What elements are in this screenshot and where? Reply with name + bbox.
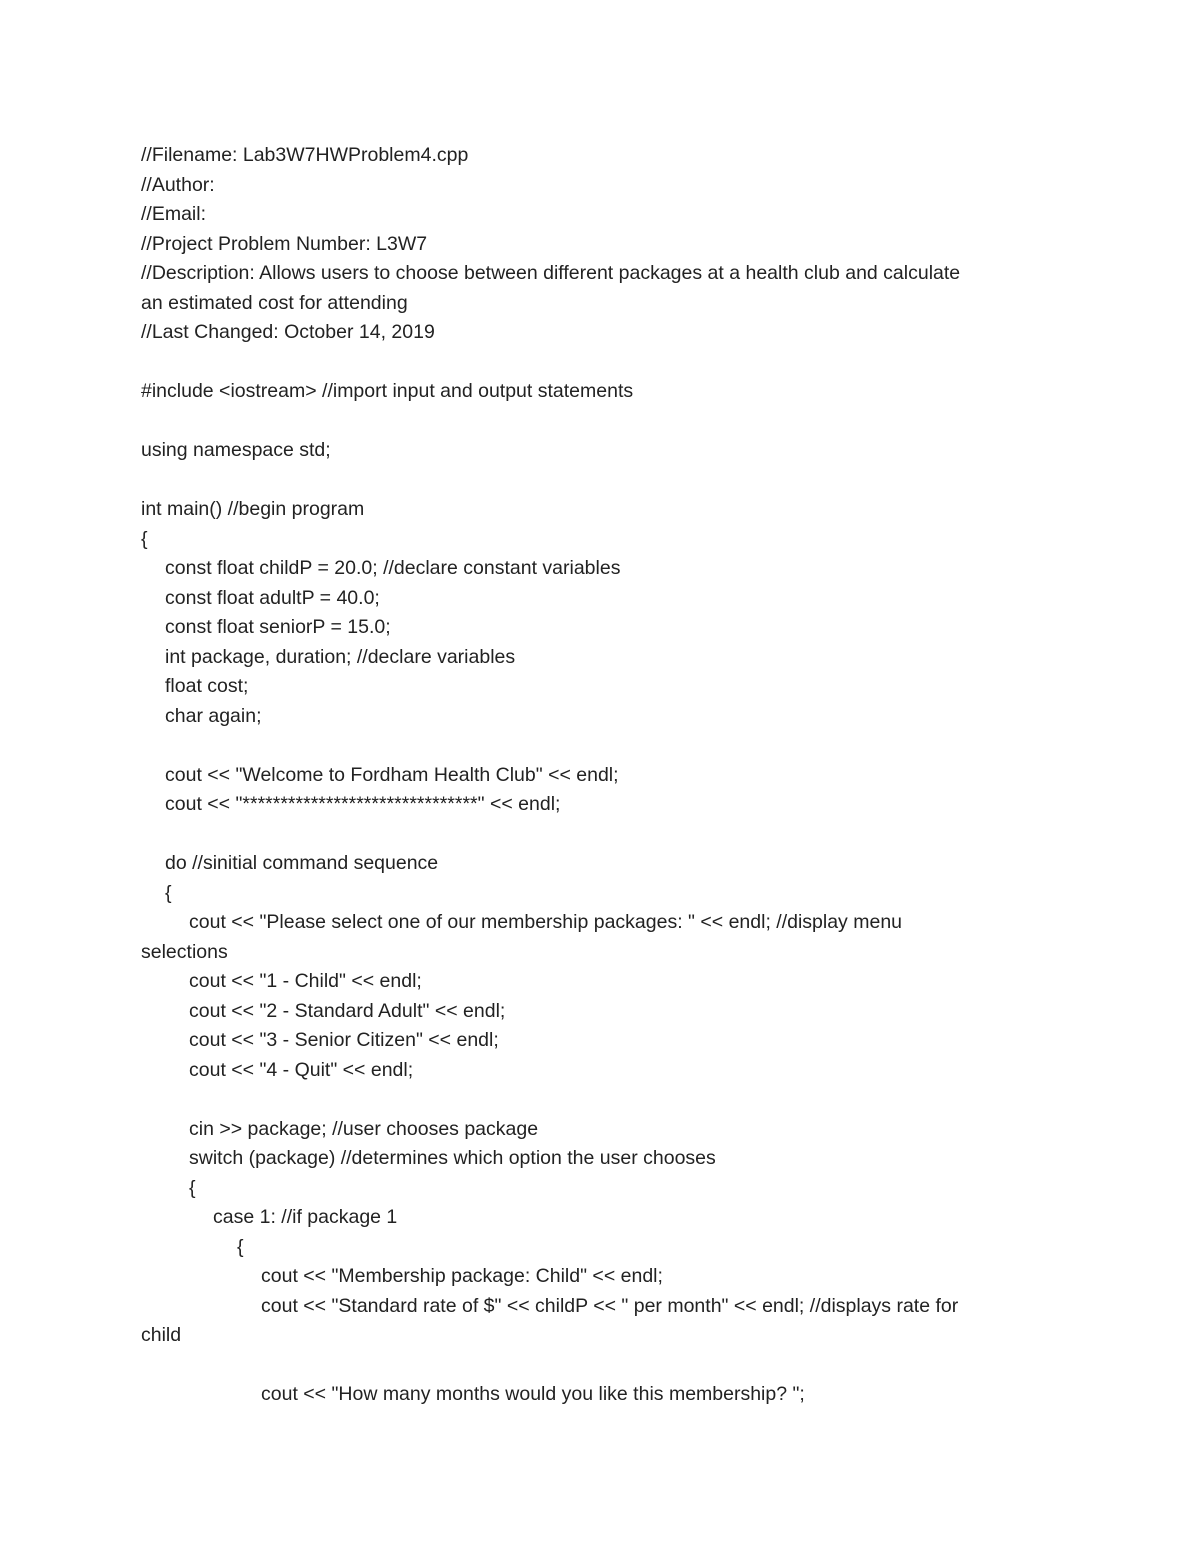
code-line-do-brace-open: { xyxy=(165,881,172,904)
code-line-using-namespace: using namespace std; xyxy=(141,439,331,461)
blank-line xyxy=(141,1351,1081,1381)
code-line-const-seniorp: const float seniorP = 15.0; xyxy=(165,616,391,638)
code-line-switch: switch (package) //determines which option the user chooses xyxy=(189,1147,716,1169)
code-line-cout-standard-rate: cout << "Standard rate of $" << childP << " per month" << endl; //displays rate for xyxy=(261,1294,959,1317)
code-line-cout-months: cout << "How many months would you like this membership? "; xyxy=(261,1383,805,1405)
blank-line xyxy=(141,348,1081,378)
code-line-brace-open: { xyxy=(141,527,148,550)
code-line-const-adultp: const float adultP = 40.0; xyxy=(165,586,380,609)
code-line-const-childp: const float childP = 20.0; //declare constant variables xyxy=(165,557,621,579)
blank-line xyxy=(141,1085,1081,1115)
code-line-cout-membership-child: cout << "Membership package: Child" << endl; xyxy=(261,1265,663,1287)
code-line-do: do //sinitial command sequence xyxy=(165,852,439,874)
code-line-cout-select-cont: selections xyxy=(141,940,228,963)
code-line-int-vars: int package, duration; //declare variables xyxy=(165,645,516,668)
code-line-case-1: case 1: //if package 1 xyxy=(213,1206,398,1228)
code-line-cout-standard-rate-cont: child xyxy=(141,1324,182,1346)
code-line-filename: //Filename: Lab3W7HWProblem4.cpp xyxy=(141,144,469,166)
code-line-char-again: char again; xyxy=(165,704,262,727)
code-listing xyxy=(141,141,1081,1410)
blank-line xyxy=(141,407,1081,437)
code-line-main: int main() //begin program xyxy=(141,498,365,520)
code-line-float-cost: float cost; xyxy=(165,675,249,697)
code-line-description: //Description: Allows users to choose between different packages at a health club and calculate xyxy=(141,262,961,284)
code-line-description-cont: an estimated cost for attending xyxy=(141,291,408,314)
blank-line xyxy=(141,820,1081,850)
code-line-last-changed: //Last Changed: October 14, 2019 xyxy=(141,321,435,343)
code-line-cout-stars: cout << "*******************************" << endl; xyxy=(165,793,561,815)
code-line-cout-quit: cout << "4 - Quit" << endl; xyxy=(189,1058,414,1081)
code-line-cout-welcome: cout << "Welcome to Fordham Health Club" << endl; xyxy=(165,763,619,786)
code-line-email: //Email: xyxy=(141,203,207,225)
code-line-switch-brace-open: { xyxy=(189,1176,196,1199)
code-line-include: #include <iostream> //import input and output statements xyxy=(141,380,634,402)
code-line-cin-package: cin >> package; //user chooses package xyxy=(189,1117,539,1140)
blank-line xyxy=(141,731,1081,761)
blank-line xyxy=(141,466,1081,496)
code-line-cout-adult: cout << "2 - Standard Adult" << endl; xyxy=(189,999,506,1022)
code-line-cout-select: cout << "Please select one of our membership packages: " << endl; //display menu xyxy=(189,911,903,933)
code-line-project-number: //Project Problem Number: L3W7 xyxy=(141,232,428,255)
code-line-cout-child: cout << "1 - Child" << endl; xyxy=(189,970,422,992)
code-line-cout-senior: cout << "3 - Senior Citizen" << endl; xyxy=(189,1029,499,1051)
code-line-author: //Author: xyxy=(141,173,215,196)
code-line-case-brace-open: { xyxy=(237,1235,244,1258)
